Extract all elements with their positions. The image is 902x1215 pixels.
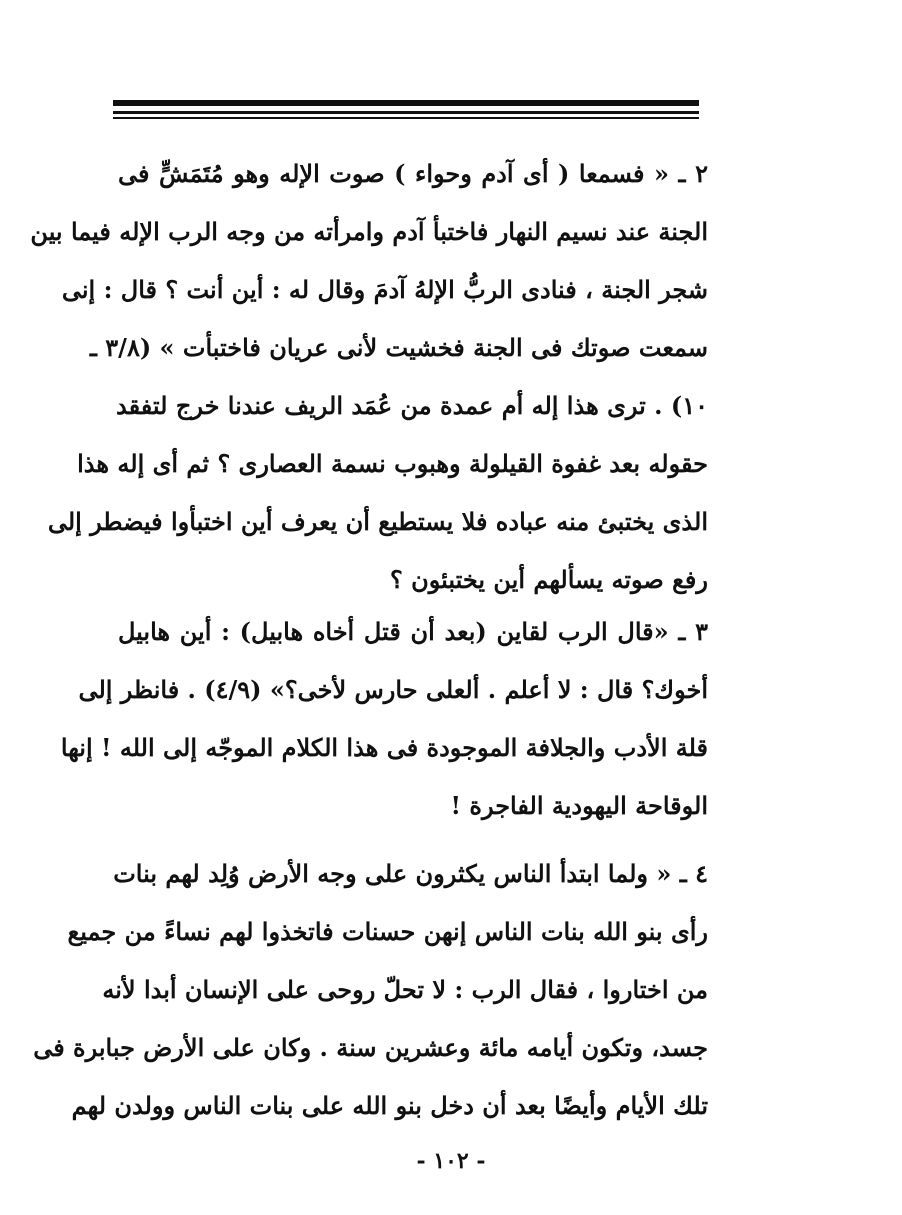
paragraph-4 <box>33 845 708 1135</box>
header-rule-thick <box>113 100 699 106</box>
text-line: رأى بنو الله بنات الناس إنهن حسنات فاتخذوا لهم نساءً من جميع <box>67 917 708 946</box>
text-line: تلك الأيام وأيضًا بعد أن دخل بنو الله على بنات الناس وولدن لهم <box>71 1091 708 1120</box>
text-line: الذى يختبئ منه عباده فلا يستطيع أن يعرف أين اختبأوا فيضطر إلى <box>47 507 708 536</box>
text-line: ١٠) . ترى هذا إله أم عمدة من عُمَد الريف عندنا خرج لتفقد <box>116 391 708 420</box>
header-rule-middle <box>113 111 699 114</box>
text-line: الوقاحة اليهودية الفاجرة ! <box>450 791 708 820</box>
header-rule-thin <box>113 117 699 119</box>
text-line: أخوك؟ قال : لا أعلم . ألعلى حارس لأخى؟» (٤/٩) . فانظر إلى <box>78 675 708 704</box>
text-line: قلة الأدب والجلافة الموجودة فى هذا الكلام الموجّه إلى الله ! إنها <box>60 733 708 762</box>
page-number: - ١٠٢ - <box>416 1148 486 1174</box>
text-line: حقوله بعد غفوة القيلولة وهبوب نسمة العصارى ؟ ثم أى إله هذا <box>77 449 708 478</box>
text-line: ٢ ـ « فسمعا ( أى آدم وحواء ) صوت الإله وهو مُتَمَشٍّ فى <box>118 159 708 188</box>
text-line: سمعت صوتك فى الجنة فخشيت لأنى عريان فاختبأت » (٣/٨ ـ <box>89 333 708 362</box>
text-line: ٣ ـ «قال الرب لقاين (بعد أن قتل أخاه هابيل) : أين هابيل <box>118 617 708 646</box>
text-line: شجر الجنة ، فنادى الربُّ الإلهُ آدمَ وقال له : أين أنت ؟ قال : إنى <box>61 275 708 304</box>
text-line: من اختاروا ، فقال الرب : لا تحلّ روحى على الإنسان أبدا لأنه <box>102 975 708 1004</box>
text-line: الجنة عند نسيم النهار فاختبأ آدم وامرأته من وجه الرب الإله فيما بين <box>30 217 708 246</box>
text-line: ٤ ـ « ولما ابتدأ الناس يكثرون على وجه الأرض وُلِد لهم بنات <box>113 859 708 888</box>
text-line: جسد، وتكون أيامه مائة وعشرين سنة . وكان على الأرض جبابرة فى <box>33 1033 708 1062</box>
text-line: رفع صوته يسألهم أين يختبئون ؟ <box>390 565 708 594</box>
paragraph-3 <box>60 603 708 835</box>
paragraph-2 <box>30 145 708 609</box>
